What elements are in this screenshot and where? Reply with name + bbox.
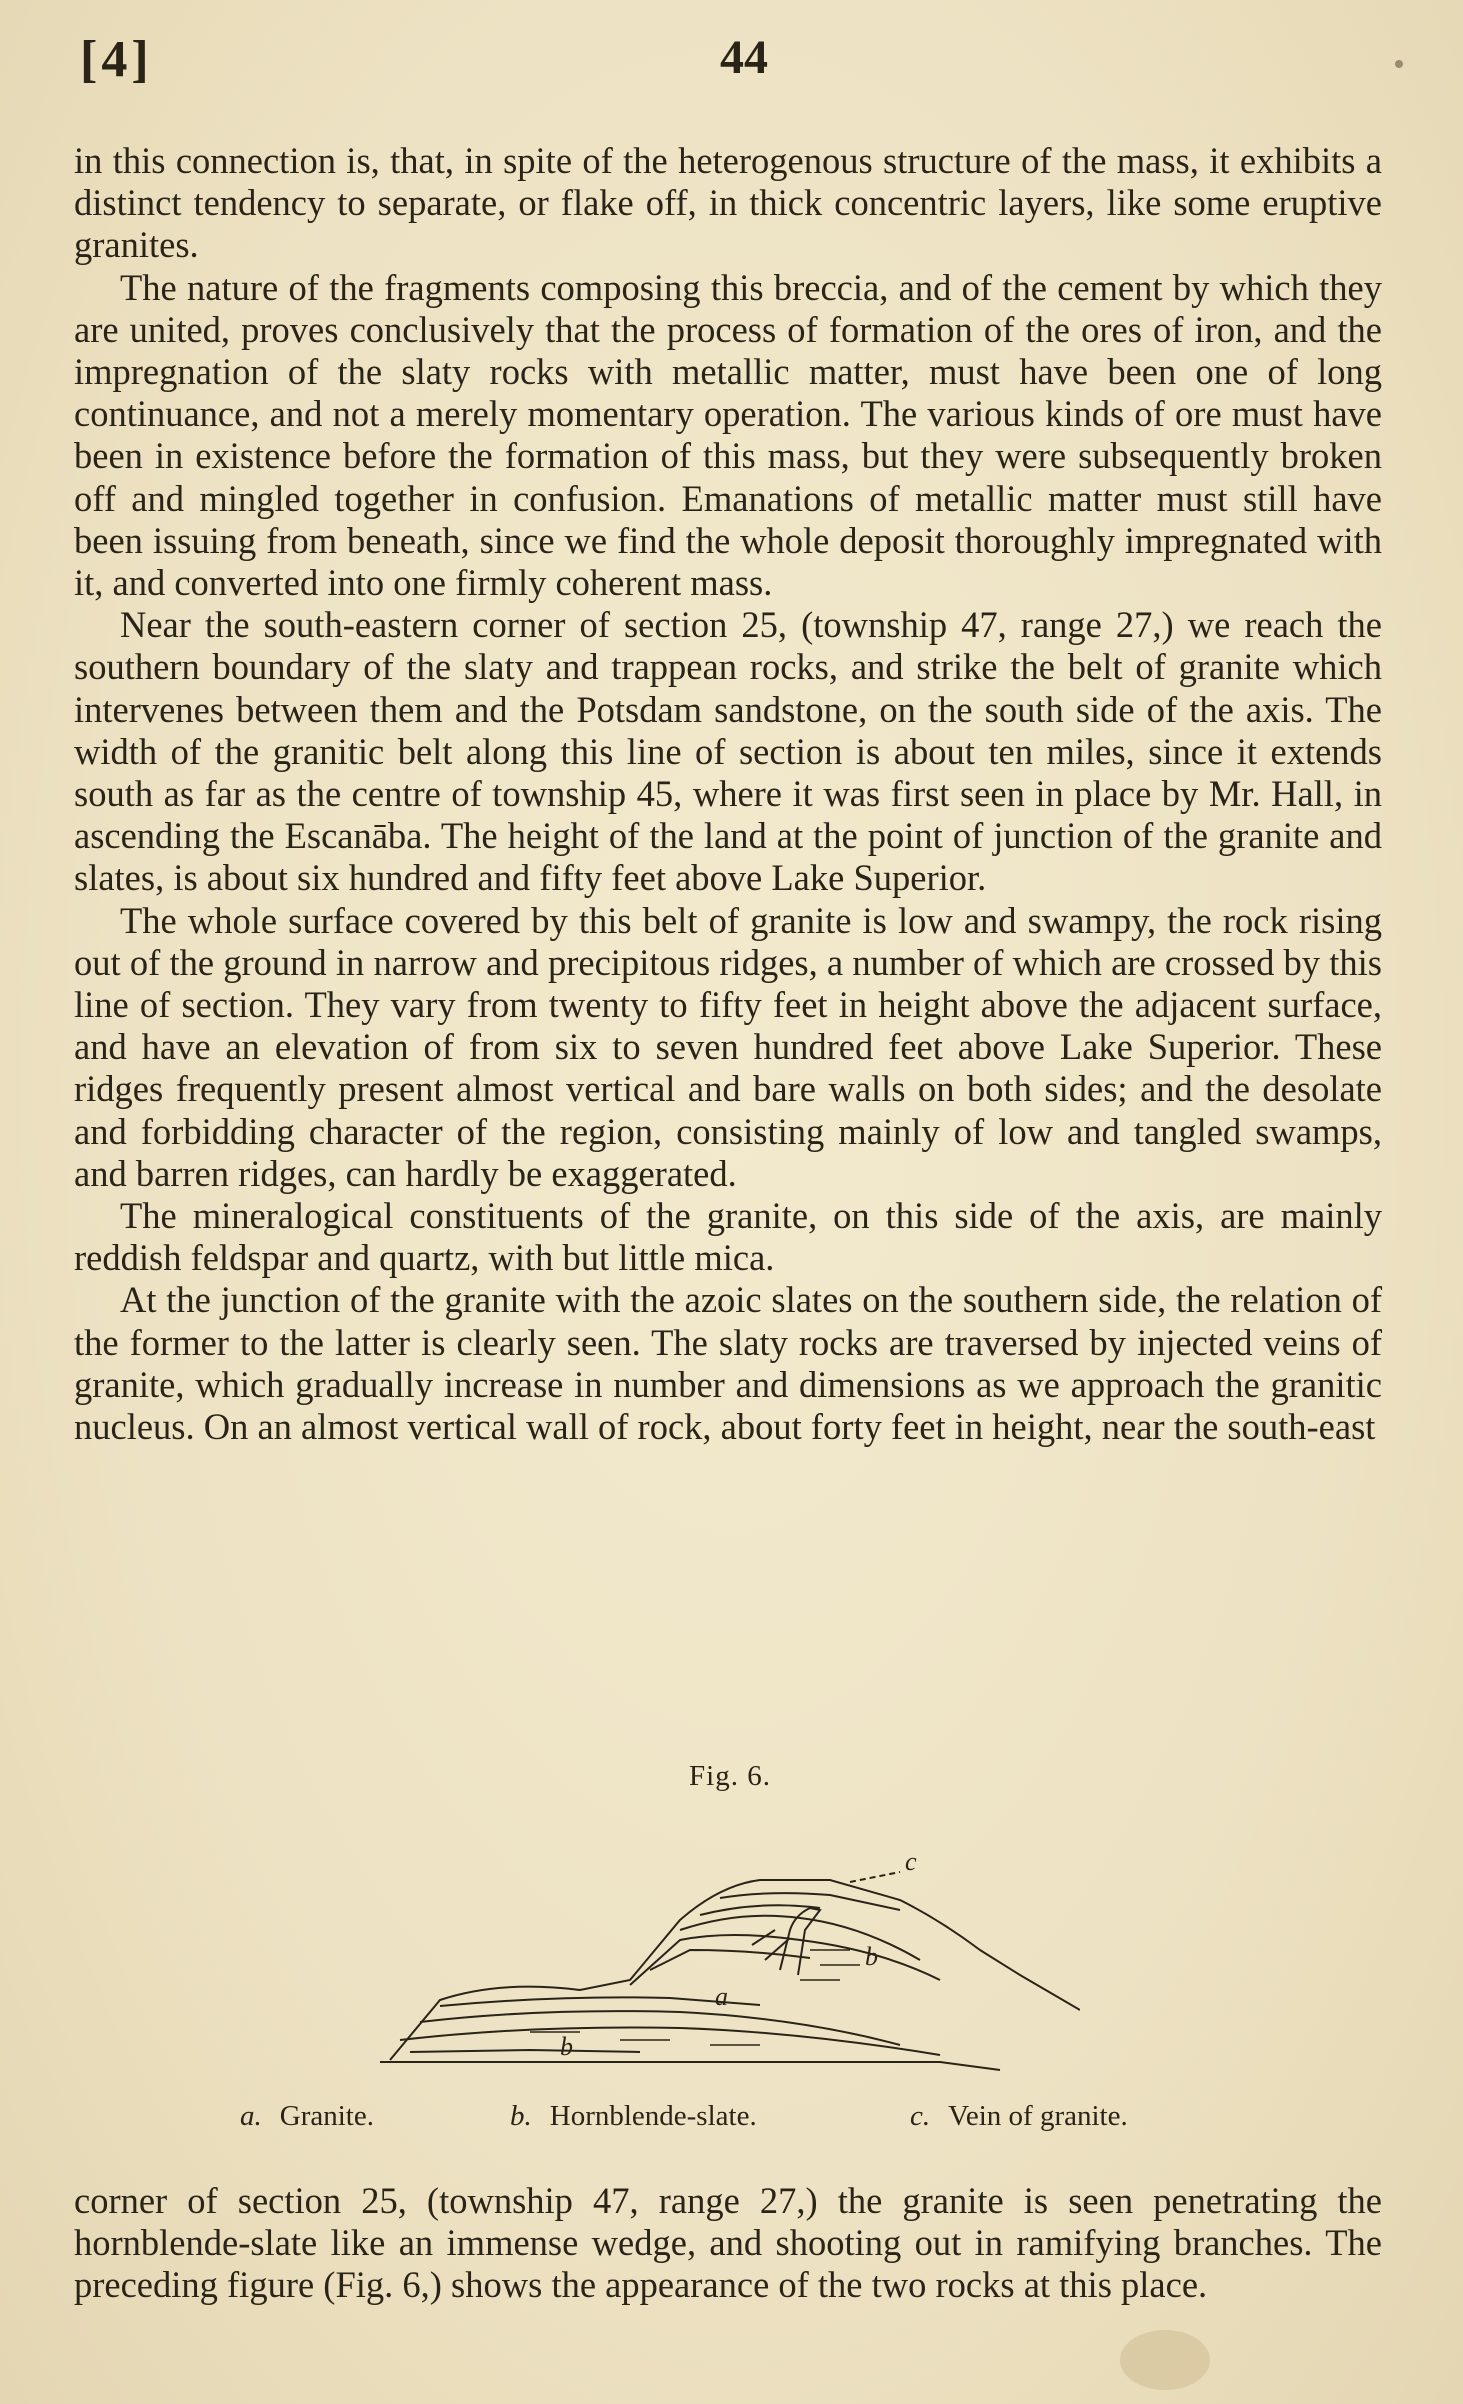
geological-sketch xyxy=(380,1800,1080,2090)
body-text xyxy=(74,140,1382,1448)
paragraph: The whole surface covered by this belt of granite is low and swampy, the rock rising out of the ground in narrow and precipitous ridges, a number of which are crossed by this line of section. They vary from twenty to fifty feet in height above the adjacent surface, and have an elevation of from six to seven hundred feet above Lake Superior. These ridges frequently present almost vertical and bare walls on both sides; and the desolate and forbidding character of the region, consisting mainly of low and tangled swamps, and barren ridges, can hardly be exaggerated. xyxy=(74,899,1382,1194)
figure-caption: Fig. 6. xyxy=(689,1760,771,1792)
legend-item: b. Hornblende-slate. xyxy=(510,2100,757,2132)
legend-item: a. Granite. xyxy=(240,2100,374,2132)
page-header xyxy=(80,30,1380,100)
figure-6 xyxy=(240,1760,1220,2150)
paragraph: corner of section 25, (township 47, range 27,) the granite is seen penetrating the hornblende-slate like an immense wedge, and shooting out in ramifying branches. The preceding figure (Fig. 6,) shows the appearance of the two rocks at this place. xyxy=(74,2180,1382,2306)
ridge-outline xyxy=(390,1880,1080,2060)
paragraph: At the junction of the granite with the azoic slates on the southern side, the relation of the former to the latter is clearly seen. The slaty rocks are traversed by injected veins of granite, which gradually increase in number and dimensions as we approach the granitic nucleus. On an almost vertical wall of rock, about forty feet in height, near the south-east xyxy=(74,1279,1382,1448)
figure-legend xyxy=(240,2100,1220,2140)
ground-line xyxy=(380,2062,1000,2070)
label-b-lower: b xyxy=(560,2032,573,2061)
paper-stain xyxy=(1395,60,1403,68)
continuation-text xyxy=(74,2180,1382,2307)
page-number: 44 xyxy=(720,31,768,84)
folio-mark: [4] xyxy=(80,31,153,88)
label-c: c xyxy=(905,1847,917,1876)
label-b-upper: b xyxy=(865,1942,878,1971)
paragraph: in this connection is, that, in spite of the heterogenous structure of the mass, it exhibits a distinct tendency to separate, or flake off, in thick concentric layers, like some eruptive granites. xyxy=(74,140,1382,266)
paper-stain xyxy=(1120,2330,1210,2390)
label-a: a xyxy=(715,1982,728,2011)
paragraph: The mineralogical constituents of the granite, on this side of the axis, are mainly reddish feldspar and quartz, with but little mica. xyxy=(74,1195,1382,1279)
legend-item: c. Vein of granite. xyxy=(910,2100,1128,2132)
paragraph: The nature of the fragments composing this breccia, and of the cement by which they are united, proves conclusively that the process of formation of the ores of iron, and the impregnation of the slaty rocks with metallic matter, must have been one of long continuance, and not a merely momentary operation. The various kinds of ore must have been in existence before the formation of this mass, but they were subsequently broken off and mingled together in confusion. Emanations of metallic matter must still have been issuing from beneath, since we find the whole deposit thoroughly impregnated with it, and converted into one firmly coherent mass. xyxy=(74,266,1382,604)
paragraph: Near the south-eastern corner of section 25, (township 47, range 27,) we reach the southern boundary of the slaty and trappean rocks, and strike the belt of granite which intervenes between them and the Potsdam sandstone, on the south side of the axis. The width of the granitic belt along this line of section is about ten miles, since it extends south as far as the centre of township 45, where it was first seen in place by Mr. Hall, in ascending the Escanāba. The height of the land at the point of junction of the granite and slates, is about six hundred and fifty feet above Lake Superior. xyxy=(74,604,1382,899)
